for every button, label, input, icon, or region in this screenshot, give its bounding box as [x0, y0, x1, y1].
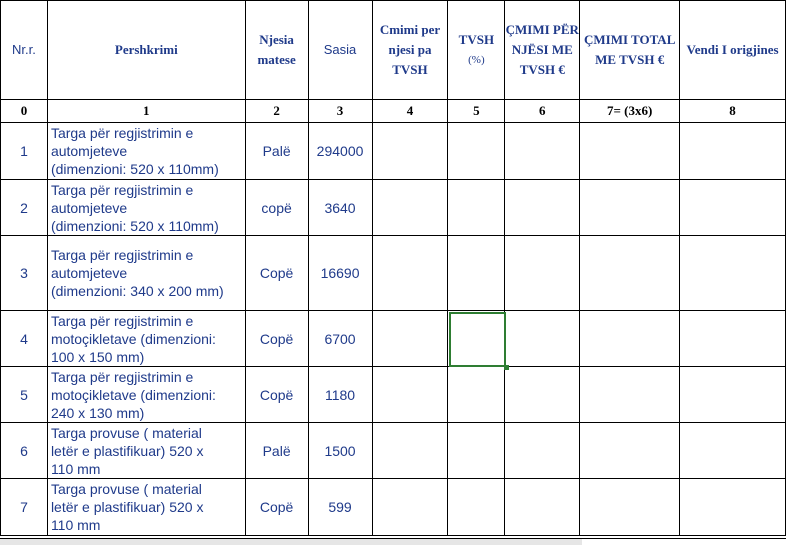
- quantity-cell[interactable]: 3640: [308, 180, 372, 236]
- index-cell[interactable]: 6: [505, 100, 580, 123]
- origin-cell[interactable]: [680, 367, 786, 423]
- row-number-cell[interactable]: 4: [1, 311, 48, 367]
- price-with-vat-cell[interactable]: [505, 423, 580, 479]
- index-cell[interactable]: 2: [245, 100, 308, 123]
- origin-cell[interactable]: [680, 236, 786, 311]
- table-row: [1, 423, 786, 479]
- total-cell[interactable]: [580, 311, 680, 367]
- price-with-vat-cell[interactable]: [505, 479, 580, 536]
- description-line: letër e plastifikuar) 520 x: [50, 499, 204, 515]
- unit-cell[interactable]: Copë: [245, 479, 308, 536]
- price-cell[interactable]: [372, 311, 448, 367]
- row-number-cell[interactable]: 3: [1, 236, 48, 311]
- quantity-cell[interactable]: 1500: [308, 423, 372, 479]
- description-line: motoçikletave (dimenzioni:: [50, 330, 216, 347]
- quantity-cell[interactable]: 599: [308, 479, 372, 536]
- description-cell[interactable]: [47, 236, 245, 311]
- total-cell[interactable]: [580, 423, 680, 479]
- origin-cell[interactable]: [680, 123, 786, 180]
- description-cell[interactable]: [47, 367, 245, 423]
- index-cell[interactable]: 7= (3x6): [580, 100, 680, 123]
- description-cell[interactable]: [47, 479, 245, 536]
- origin-cell[interactable]: [680, 479, 786, 536]
- description-line: Targa provuse ( material: [50, 481, 202, 497]
- price-cell[interactable]: [372, 180, 448, 236]
- vat-cell[interactable]: [448, 423, 505, 479]
- price-cell[interactable]: [372, 367, 448, 423]
- description-line: Targa për regjistrimin e: [50, 125, 194, 141]
- total-cell[interactable]: [580, 180, 680, 236]
- vat-cell[interactable]: [448, 479, 505, 536]
- vat-cell[interactable]: [448, 367, 505, 423]
- total-cell[interactable]: [580, 479, 680, 536]
- total-cell[interactable]: [580, 123, 680, 180]
- price-with-vat-cell[interactable]: [505, 180, 580, 236]
- header-nr[interactable]: Nr.r.: [1, 1, 48, 100]
- origin-cell[interactable]: [680, 311, 786, 367]
- quantity-cell[interactable]: 1180: [308, 367, 372, 423]
- price-cell[interactable]: [372, 236, 448, 311]
- description-cell[interactable]: [47, 423, 245, 479]
- header-total[interactable]: ÇMIMI TOTAL ME TVSH €: [580, 1, 680, 100]
- index-cell[interactable]: 1: [47, 100, 245, 123]
- selected-cell-outline: [449, 312, 506, 367]
- header-cmimi[interactable]: Cmimi per njesi pa TVSH: [372, 1, 448, 100]
- vat-cell[interactable]: [448, 123, 505, 180]
- vat-cell[interactable]: [448, 236, 505, 311]
- description-cell[interactable]: [47, 123, 245, 180]
- description-line: (dimenzioni: 340 x 200 mm): [50, 283, 224, 299]
- index-cell[interactable]: 3: [308, 100, 372, 123]
- row-number-cell[interactable]: 7: [1, 479, 48, 536]
- row-number-cell[interactable]: 1: [1, 123, 48, 180]
- description-line: 100 x 150 mm): [50, 348, 145, 365]
- description-line: Targa për regjistrimin e: [50, 181, 194, 198]
- table-row: [1, 236, 786, 311]
- index-cell[interactable]: 4: [372, 100, 448, 123]
- description-line: 110 mm: [50, 517, 101, 533]
- table-row: [1, 367, 786, 423]
- price-cell[interactable]: [372, 123, 448, 180]
- index-cell[interactable]: 5: [448, 100, 505, 123]
- table-row: [1, 180, 786, 236]
- fill-handle[interactable]: [504, 365, 509, 370]
- description-line: automjeteve: [50, 143, 128, 159]
- description-line: automjeteve: [50, 265, 128, 281]
- origin-cell[interactable]: [680, 423, 786, 479]
- header-tvsh-unit: (%): [468, 54, 485, 66]
- unit-cell[interactable]: Palë: [245, 123, 308, 180]
- description-line: motoçikletave (dimenzioni:: [50, 386, 216, 403]
- price-with-vat-cell[interactable]: [505, 236, 580, 311]
- header-tvsh-label: TVSH: [458, 32, 495, 47]
- description-line: (dimenzioni: 520 x 110mm): [50, 217, 219, 234]
- unit-cell[interactable]: Copë: [245, 311, 308, 367]
- row-number-cell[interactable]: 5: [1, 367, 48, 423]
- description-line: Targa për regjistrimin e: [50, 247, 194, 263]
- price-with-vat-cell[interactable]: [505, 367, 580, 423]
- row-number-cell[interactable]: 6: [1, 423, 48, 479]
- description-line: Targa për regjistrimin e: [50, 368, 194, 385]
- row-number-cell[interactable]: 2: [1, 180, 48, 236]
- description-line: 240 x 130 mm): [50, 404, 145, 421]
- header-tvsh[interactable]: [448, 1, 505, 100]
- description-line: 110 mm: [50, 460, 101, 477]
- header-vendi[interactable]: Vendi I origjines: [680, 1, 786, 100]
- quantity-cell[interactable]: 6700: [308, 311, 372, 367]
- header-pershkrimi[interactable]: Pershkrimi: [47, 1, 245, 100]
- price-with-vat-cell[interactable]: [505, 123, 580, 180]
- description-line: Targa provuse ( material: [50, 424, 202, 441]
- description-cell[interactable]: [47, 311, 245, 367]
- index-row: [1, 100, 786, 123]
- table-row: [1, 479, 786, 536]
- total-cell[interactable]: [580, 367, 680, 423]
- unit-cell[interactable]: Palë: [245, 423, 308, 479]
- vat-cell[interactable]: [448, 180, 505, 236]
- header-sasia[interactable]: Sasia: [308, 1, 372, 100]
- table-row: [1, 123, 786, 180]
- total-cell[interactable]: [580, 236, 680, 311]
- unit-cell[interactable]: copë: [245, 180, 308, 236]
- price-cell[interactable]: [372, 423, 448, 479]
- description-line: Targa për regjistrimin e: [50, 312, 194, 329]
- header-row: [1, 1, 786, 100]
- header-cmimi-me-tvsh[interactable]: ÇMIMI PËR NJËSI ME TVSH €: [505, 1, 580, 100]
- unit-cell[interactable]: Copë: [245, 236, 308, 311]
- index-cell[interactable]: 8: [680, 100, 786, 123]
- unit-cell[interactable]: Copë: [245, 367, 308, 423]
- description-cell[interactable]: [47, 180, 245, 236]
- quantity-cell[interactable]: 294000: [308, 123, 372, 180]
- price-cell[interactable]: [372, 479, 448, 536]
- price-with-vat-cell[interactable]: [505, 311, 580, 367]
- header-njesia[interactable]: Njesia matese: [245, 1, 308, 100]
- origin-cell[interactable]: [680, 180, 786, 236]
- description-line: letër e plastifikuar) 520 x: [50, 442, 204, 459]
- description-line: automjeteve: [50, 199, 128, 216]
- table-row: [1, 311, 786, 367]
- index-cell[interactable]: 0: [1, 100, 48, 123]
- quantity-cell[interactable]: 16690: [308, 236, 372, 311]
- description-line: (dimenzioni: 520 x 110mm): [50, 161, 219, 177]
